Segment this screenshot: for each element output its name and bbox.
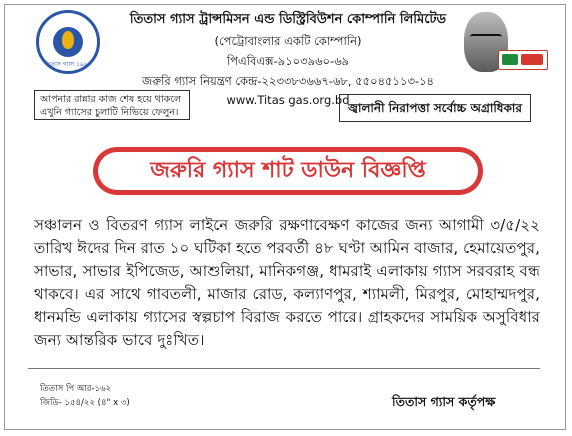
footer-references bbox=[40, 382, 130, 410]
badge-red-mark bbox=[521, 54, 543, 65]
footer-ref-pr: তিতাস পি আর-১৬২ bbox=[40, 384, 112, 394]
flame-icon bbox=[62, 31, 74, 49]
banner-title: জরুরি গ্যাস শাট ডাউন বিজ্ঞপ্তি bbox=[98, 152, 478, 190]
centenary-badge-icon bbox=[498, 50, 548, 70]
company-name: তিতাস গ্যাস ট্রান্সমিসন এন্ড ডিস্ট্রিবিউশন কোম্পানি লিমিটেড bbox=[129, 12, 447, 27]
emergency-contact: জরুরি গ্যাস নিয়ন্ত্রণ কেন্দ্র-২২৩৩৮৩৬৬৭-৬৮, ৫৫০৪৫১১৩-১৪ bbox=[141, 74, 434, 88]
website-link: www.Titas gas.org.bd bbox=[226, 93, 350, 107]
company-subtitle: (পেট্রোবাংলার একটি কোম্পানি) bbox=[214, 34, 362, 48]
stove-warning-box: আপনার রান্নার কাজ শেষ হয়ে থাকলে এখুনি গ্যাসের চুলাটি নিভিয়ে ফেলুন। bbox=[34, 90, 190, 120]
badge-green-mark bbox=[502, 54, 518, 65]
logo-caption: তিতাস গ্যাস ১৯৬৪ bbox=[44, 61, 92, 68]
pabx-number: পিএবিএক্স-৯১০৩৯৬০-৬৯ bbox=[226, 54, 350, 68]
issuing-authority: তিতাস গ্যাস কর্তৃপক্ষ bbox=[392, 394, 496, 409]
notice-body: সঞ্চালন ও বিতরণ গ্যাস লাইনে জরুরি রক্ষণাবেক্ষণ কাজের জন্য আগামী ৩/৫/২২ তারিখ ঈদের দিন রাত ১০ ঘটিকা হতে পরবর্তী ৪৮ ঘণ্টা আমিন বাজার, হেমায়েতপুর, সাভার, সাভার ইপিজেড, আশুলিয়া, মানিকগঞ্জ, ধামরাই এলাকায় গ্যাস সরবরাহ বন্ধ থাকবে। এর সাথে গাবতলী, মাজার রোড, কল্যাণপুর, শ্যামলী, মিরপুর, মোহাম্মদপুর, ধানমন্ডি এলাকায় গ্যাসের স্বল্পচাপ বিরাজ করতে পারে। গ্রাহকদের সাময়িক অসুবিধার জন্য আন্তরিক ভাবে দুঃখিত। bbox=[34, 216, 540, 349]
footer-ref-gd: জিডি- ১৫৪/২২ (৪" x ৩) bbox=[40, 398, 130, 408]
titas-gas-logo-icon bbox=[36, 10, 100, 74]
mujib-centenary-portrait-icon bbox=[462, 10, 546, 82]
shutdown-banner bbox=[93, 147, 483, 195]
portrait-glasses bbox=[470, 34, 502, 44]
energy-safety-box: জ্বালানী নিরাপত্তা সর্বোচ্চ অগ্রাধিকার bbox=[339, 94, 531, 122]
footer-divider bbox=[28, 368, 540, 369]
